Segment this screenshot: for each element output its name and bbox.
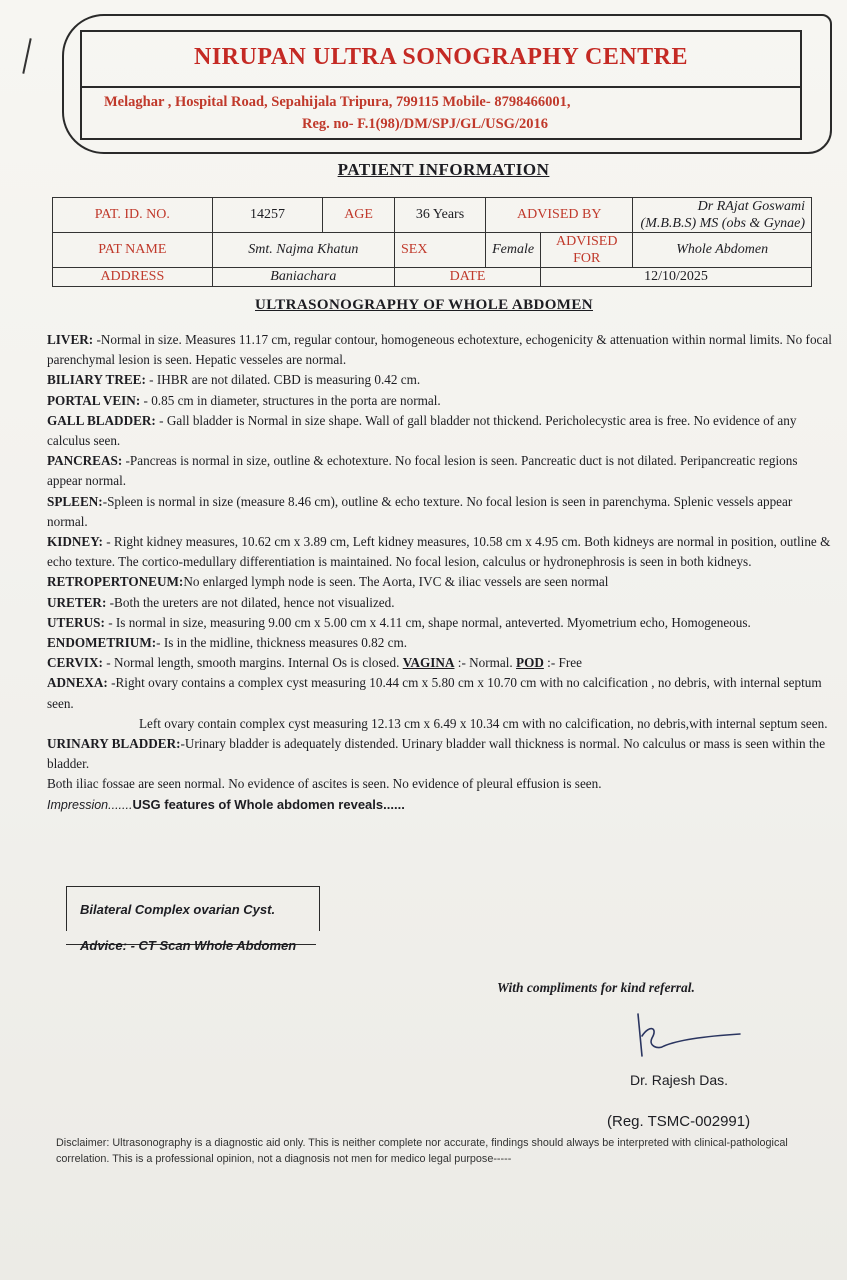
report-title: ULTRASONOGRAPHY OF WHOLE ABDOMEN: [255, 297, 593, 313]
table-row: [53, 268, 812, 287]
advised-for-label: ADVISED FOR: [541, 233, 633, 268]
adnexa-finding: ADNEXA: -Right ovary contains a complex cyst measuring 10.44 cm x 5.80 cm x 10.70 cm with no calcification , no debris, with internal septum seen.: [47, 675, 822, 711]
gall-bladder-finding: GALL BLADDER: - Gall bladder is Normal in size shape. Wall of gall bladder not thickend. Pericholecystic area is free. No evidence of any calculus seen.: [47, 412, 797, 449]
retroperitoneum-finding: RETROPERTONEUM:No enlarged lymph node is seen. The Aorta, IVC & iliac vessels are seen normal: [47, 574, 609, 590]
age-label: AGE: [323, 198, 395, 233]
iliac-fossae-finding: Both iliac fossae are seen normal. No evidence of ascites is seen. No evidence of pleural effusion is seen.: [47, 776, 602, 792]
advised-for-value: Whole Abdomen: [633, 233, 812, 268]
pat-id-value: 14257: [212, 198, 323, 233]
impression-line: Impression.......USG features of Whole abdomen reveals......: [47, 796, 405, 812]
signature-icon: [628, 1006, 748, 1066]
pat-name-value: Smt. Najma Khatun: [212, 233, 394, 268]
date-label: DATE: [394, 268, 540, 287]
age-value: 36 Years: [394, 198, 485, 233]
patient-info-heading: PATIENT INFORMATION: [337, 160, 550, 179]
uterus-finding: UTERUS: - Is normal in size, measuring 9.00 cm x 5.00 cm x 4.11 cm, shape normal, anteverted. Myometrium echo, Homogeneous.: [47, 614, 751, 630]
table-row: [53, 198, 812, 233]
address-label: ADDRESS: [53, 268, 213, 287]
title-box: [80, 30, 802, 88]
kidney-finding: KIDNEY: - Right kidney measures, 10.62 cm x 3.89 cm, Left kidney measures, 10.58 cm x 4.95 cm. Both kidneys are normal in position, outline & echo texture. The cortico-medullary differentiation is maintained. No focal lesion, calculus or hydronephrosis is seen in both kidneys.: [47, 534, 831, 570]
portal-finding: PORTAL VEIN: - 0.85 cm in diameter, structures in the porta are normal.: [47, 392, 441, 408]
pat-name-label: PAT NAME: [53, 233, 213, 268]
address-value: Baniachara: [212, 268, 394, 287]
doctor-registration: (Reg. TSMC-002991): [607, 1113, 751, 1130]
pat-id-label: PAT. ID. NO.: [53, 198, 213, 233]
left-ovary-finding: Left ovary contain complex cyst measuring 12.13 cm x 6.49 x 10.34 cm with no calcification, no debris,with internal septum seen.: [139, 715, 828, 731]
clinic-address: Melaghar , Hospital Road, Sepahijala Tripura, 799115 Mobile- 8798466001,: [104, 94, 571, 110]
sex-label: SEX: [394, 233, 485, 268]
advised-by-cell: [633, 198, 812, 233]
doctor-name: Dr. Rajesh Das.: [630, 1072, 729, 1088]
date-value: 12/10/2025: [541, 268, 812, 287]
urinary-bladder-finding: URINARY BLADDER:-Urinary bladder is adequately distended. Urinary bladder wall thickness is normal. No calculus or mass is seen within the bladder.: [47, 736, 826, 772]
impression-result: Bilateral Complex ovarian Cyst.: [80, 902, 276, 917]
report-body: [47, 330, 832, 815]
compliments-text: With compliments for kind referral.: [497, 980, 695, 995]
advised-by-name: Dr RAjat Goswami: [697, 199, 805, 214]
advice-text: Advice: - CT Scan Whole Abdomen: [80, 938, 297, 953]
pancreas-finding: PANCREAS: -Pancreas is normal in size, outline & echotexture. No focal lesion is seen. Pancreatic duct is not dilated. Peripancreatic regions appear normal.: [47, 453, 798, 489]
patient-info-table: [52, 197, 812, 287]
ureter-finding: URETER: -Both the ureters are not dilated, hence not visualized.: [47, 594, 395, 610]
pen-mark: [22, 38, 31, 74]
advised-by-qualification: (M.B.B.S) MS (obs & Gynae): [640, 216, 805, 231]
liver-finding: LIVER: -Normal in size. Measures 11.17 cm, regular contour, homogeneous echotexture, echogenicity & attenuation within normal limits. No focal parenchymal lesion is seen. Hepatic vesseles are normal.: [47, 332, 832, 368]
advised-by-label: ADVISED BY: [486, 198, 633, 233]
disclaimer: Disclaimer: Ultrasonography is a diagnostic aid only. This is neither complete nor accurate, findings should always be interpreted with clinical-pathological correlation. This is a professional opinion, not a diagnosis not men for medico legal purpose-----: [56, 1137, 788, 1165]
clinic-registration: Reg. no- F.1(98)/DM/SPJ/GL/USG/2016: [302, 116, 548, 132]
cervix-finding: CERVIX: - Normal length, smooth margins. Internal Os is closed. VAGINA :- Normal. POD :- Free: [47, 655, 582, 671]
table-row: [53, 233, 812, 268]
spleen-finding: SPLEEN:-Spleen is normal in size (measure 8.46 cm), outline & echo texture. No focal lesion is seen in parenchyma. Splenic vessels appear normal.: [47, 493, 793, 529]
clinic-name: NIRUPAN ULTRA SONOGRAPHY CENTRE: [194, 44, 688, 70]
address-box: [80, 84, 802, 140]
biliary-finding: BILIARY TREE: - IHBR are not dilated. CBD is measuring 0.42 cm.: [47, 372, 421, 388]
sex-value: Female: [486, 233, 541, 268]
endometrium-finding: ENDOMETRIUM:- Is in the midline, thickness measures 0.82 cm.: [47, 635, 408, 651]
impression-box: [66, 886, 320, 953]
